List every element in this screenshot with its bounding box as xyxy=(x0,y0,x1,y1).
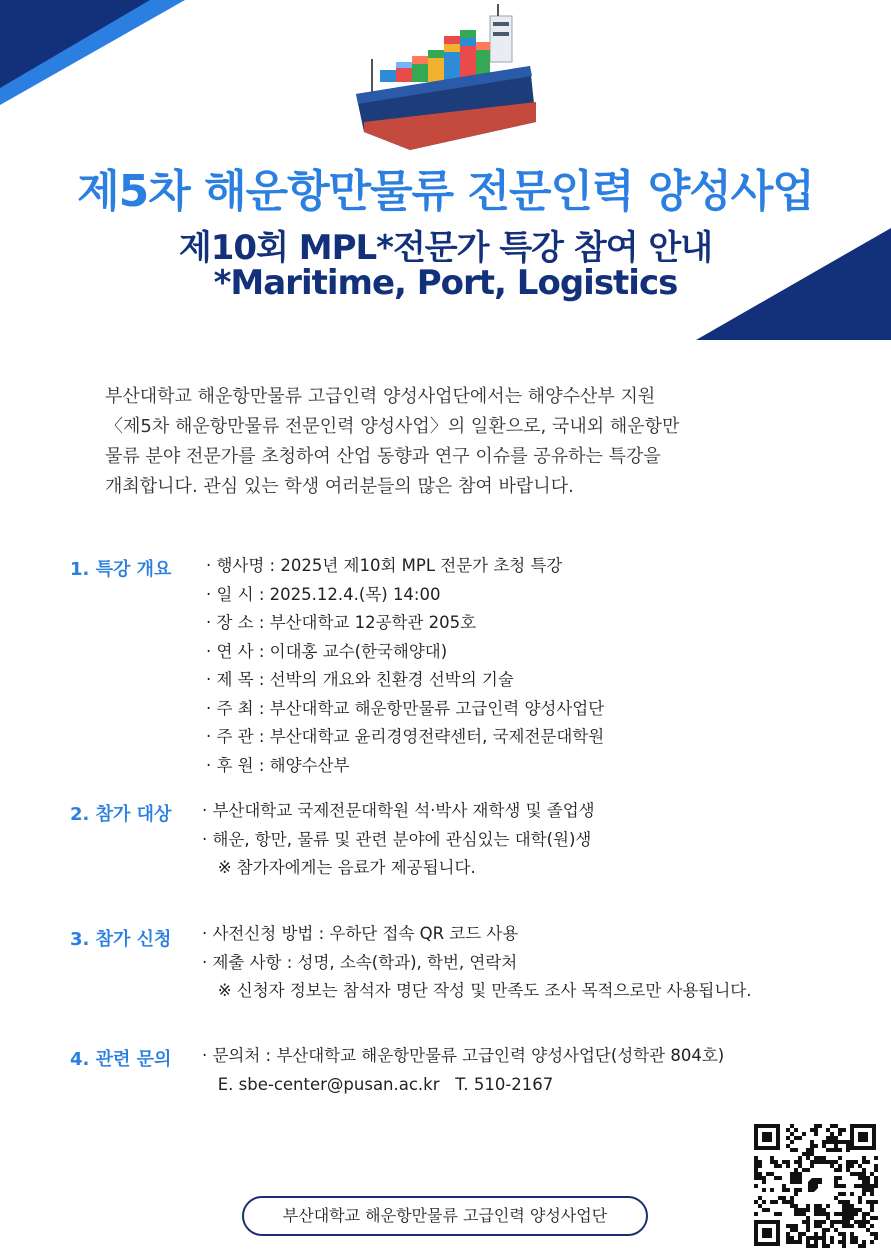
list-item: ※ 참가자에게는 음료가 제공됩니다. xyxy=(202,858,476,877)
corner-decoration-top-left xyxy=(0,0,185,105)
list-item: ※ 신청자 정보는 참석자 명단 작성 및 만족도 조사 목적으로만 사용됩니다. xyxy=(202,981,752,1000)
list-item: · 부산대학교 국제전문대학원 석·박사 재학생 및 졸업생 xyxy=(202,801,595,820)
section-heading-target: 2. 참가 대상 xyxy=(70,804,172,825)
list-item: · 장 소 : 부산대학교 12공학관 205호 xyxy=(206,613,477,632)
section-heading-contact: 4. 관련 문의 xyxy=(70,1049,172,1070)
list-item: · 연 사 : 이대홍 교수(한국해양대) xyxy=(206,641,448,661)
main-title: 제5차 해운항만물류 전문인력 양성사업 xyxy=(77,166,814,217)
intro-line: 〈제5차 해운항만물류 전문인력 양성사업〉의 일환으로, 국내외 해운항만 xyxy=(105,416,680,437)
qr-code-icon[interactable] xyxy=(752,1122,878,1248)
list-item: · 제출 사항 : 성명, 소속(학과), 학번, 연락처 xyxy=(202,952,518,972)
list-item: · 주 관 : 부산대학교 윤리경영전략센터, 국제전문대학원 xyxy=(206,727,605,746)
list-item: · 해운, 항만, 물류 및 관련 분야에 관심있는 대학(원)생 xyxy=(202,829,592,849)
container-ship-illustration xyxy=(350,4,540,152)
list-item: · 주 최 : 부산대학교 해운항만물류 고급인력 양성사업단 xyxy=(206,698,605,718)
section-application-list xyxy=(202,920,751,1006)
list-item: · 문의처 : 부산대학교 해운항만물류 고급인력 양성사업단(성학관 804호) xyxy=(202,1046,725,1065)
intro-line: 개최합니다. 관심 있는 학생 여러분들의 많은 참여 바랍니다. xyxy=(105,476,574,497)
list-item: · 후 원 : 해양수산부 xyxy=(206,755,350,775)
intro-line: 부산대학교 해운항만물류 고급인력 양성사업단에서는 해양수산부 지원 xyxy=(105,386,656,407)
list-item: · 일 시 : 2025.12.4.(목) 14:00 xyxy=(206,584,441,604)
footer-organization-badge: 부산대학교 해운항만물류 고급인력 양성사업단 xyxy=(242,1196,648,1236)
section-overview-list xyxy=(206,552,604,780)
intro-paragraph xyxy=(105,382,795,502)
list-item: · 사전신청 방법 : 우하단 접속 QR 코드 사용 xyxy=(202,924,519,943)
section-contact-list xyxy=(202,1042,724,1099)
section-heading-application: 3. 참가 신청 xyxy=(70,929,172,950)
list-item: · 행사명 : 2025년 제10회 MPL 전문가 초청 특강 xyxy=(206,556,563,575)
title-footnote: *Maritime, Port, Logistics xyxy=(213,263,678,303)
contact-email-phone: E. sbe-center@pusan.ac.kr T. 510-2167 xyxy=(202,1074,554,1094)
sub-title: 제10회 MPL*전문가 특강 참여 안내 xyxy=(178,228,713,268)
list-item: · 제 목 : 선박의 개요와 친환경 선박의 기술 xyxy=(206,670,514,689)
section-target-list xyxy=(202,797,595,883)
intro-line: 물류 분야 전문가를 초청하여 산업 동향과 연구 이슈를 공유하는 특강을 xyxy=(105,446,661,467)
section-heading-overview: 1. 특강 개요 xyxy=(70,559,172,580)
